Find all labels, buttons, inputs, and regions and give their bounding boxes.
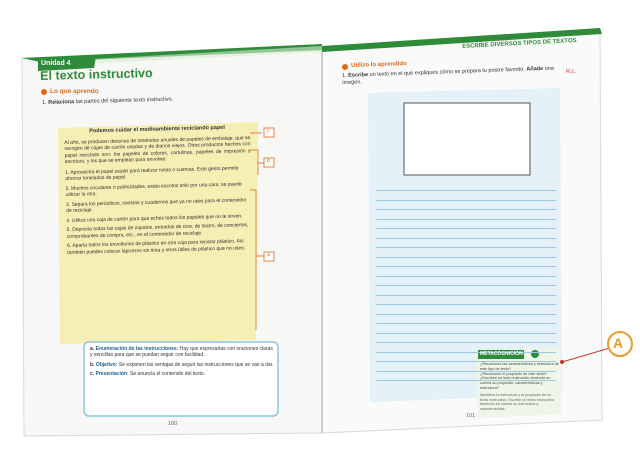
option-text: Se exponen las ventajas de seguir las instrucciones que se van a dar. xyxy=(118,361,274,368)
rl-note: R.L. xyxy=(566,69,577,75)
meta-question: ¿Reconoces las características y estructura de este tipo de texto? xyxy=(480,362,559,371)
step-item: 4. Utiliza una caja de cartón para que eches todos los papeles que no te sirven. xyxy=(66,212,243,224)
page-number-left: 100 xyxy=(168,421,178,427)
option-term: Objetivo: xyxy=(95,361,118,368)
step-item: 3. Separa los periódicos, revistas y cuadernos que ya no uses para el contenedor de reciclaje. xyxy=(65,196,247,214)
step-item: 1. Aprovecha el papel usado para realizar notas o cuentas. Este gesto permite ahorrar toneladas de papel. xyxy=(65,164,239,182)
reading-text xyxy=(64,124,253,259)
right-activity-text: un texto en el que expliques cómo se prepara tu postre favorito. xyxy=(369,66,525,79)
activity-verb: Relaciona xyxy=(48,99,75,106)
unit-label: Unidad 4 xyxy=(41,60,71,67)
step-item: 5. Deposita todas las cajas de zapatos, entradas de cine, de teatro, de conciertos, comprobantes de compra, etc., en el contenedor de reciclaje. xyxy=(66,222,249,240)
option-term: Presentación: xyxy=(95,371,129,378)
right-activity-text2: una imagen. xyxy=(342,65,555,86)
writing-lines[interactable] xyxy=(376,190,556,390)
answer-label-b: b xyxy=(267,158,271,164)
right-section-heading: Utilizo lo aprendido xyxy=(351,61,407,69)
right-header: ESCRIBE DIVERSOS TIPOS DE TEXTOS xyxy=(462,38,577,50)
option-letter: c. xyxy=(90,371,95,378)
option-item xyxy=(90,371,274,377)
option-item xyxy=(90,362,274,368)
option-letter: b. xyxy=(90,361,95,368)
metacognition-label: METACOGNICIÓN xyxy=(480,351,523,357)
option-letter: a. xyxy=(90,346,95,352)
option-term: Enumeración de las instrucciones: xyxy=(95,346,179,352)
activity-number: 1. xyxy=(42,99,47,106)
right-activity-number: 1. xyxy=(342,72,347,79)
right-activity-verb2: Añade xyxy=(526,65,544,73)
metacognition-questions xyxy=(480,362,560,412)
right-activity-verb: Escribe xyxy=(348,72,369,79)
options-box xyxy=(90,346,274,378)
image-placeholder[interactable] xyxy=(404,103,530,175)
reading-title: Podemos cuidar el medioambiente reciclando papel xyxy=(89,124,225,135)
meta-question: ¿Escribes un texto instructivo teniendo en cuenta su propósito, características y estructura? xyxy=(480,376,551,390)
meta-note: Identifica la estructura y el propósito de un texto instructivo. Escribe un texto instructivo teniendo en cuenta su estructura y características. xyxy=(480,392,554,412)
reading-paragraph: Al año, se producen decenas de toneladas anuales de papeles de embalaje, que se recogen de cajas de cartón usadas y de diarios viejos. Otros productos hechos con papel reciclado son: los papeles de colores, cartulinas, papeles de impresión y escritura, y los que se emplean para envolver. xyxy=(64,134,251,165)
page-number-right: 101 xyxy=(466,413,476,419)
step-item: 2. Muchos circulares o publicidades, están escritos solo por una cara; se puede utilizar la otra. xyxy=(65,180,242,198)
page-title: El texto instructivo xyxy=(40,66,153,83)
callout-letter: A xyxy=(613,335,624,351)
meta-question: ¿Reconoces el propósito de este texto? xyxy=(480,371,547,376)
option-text: Hay que expresarlas con oraciones claras y sencillas para que se puedan seguir con facilidad. xyxy=(90,346,273,359)
activity-text: las partes del siguiente texto instructivo. xyxy=(75,96,174,106)
step-item: 6. Aparta todos los envoltorios de plástico en otra caja para reciclar plástico. Así también puedes colocar lapiceros sin tinta y otros útiles de plástico que no uses. xyxy=(66,238,246,256)
answer-label-a: a xyxy=(267,252,271,258)
answer-label-c: c xyxy=(267,128,270,134)
option-item xyxy=(90,346,274,359)
section-heading: Lo que aprendo xyxy=(50,88,99,95)
option-text: Se anuncia el contenido del texto. xyxy=(130,371,206,378)
